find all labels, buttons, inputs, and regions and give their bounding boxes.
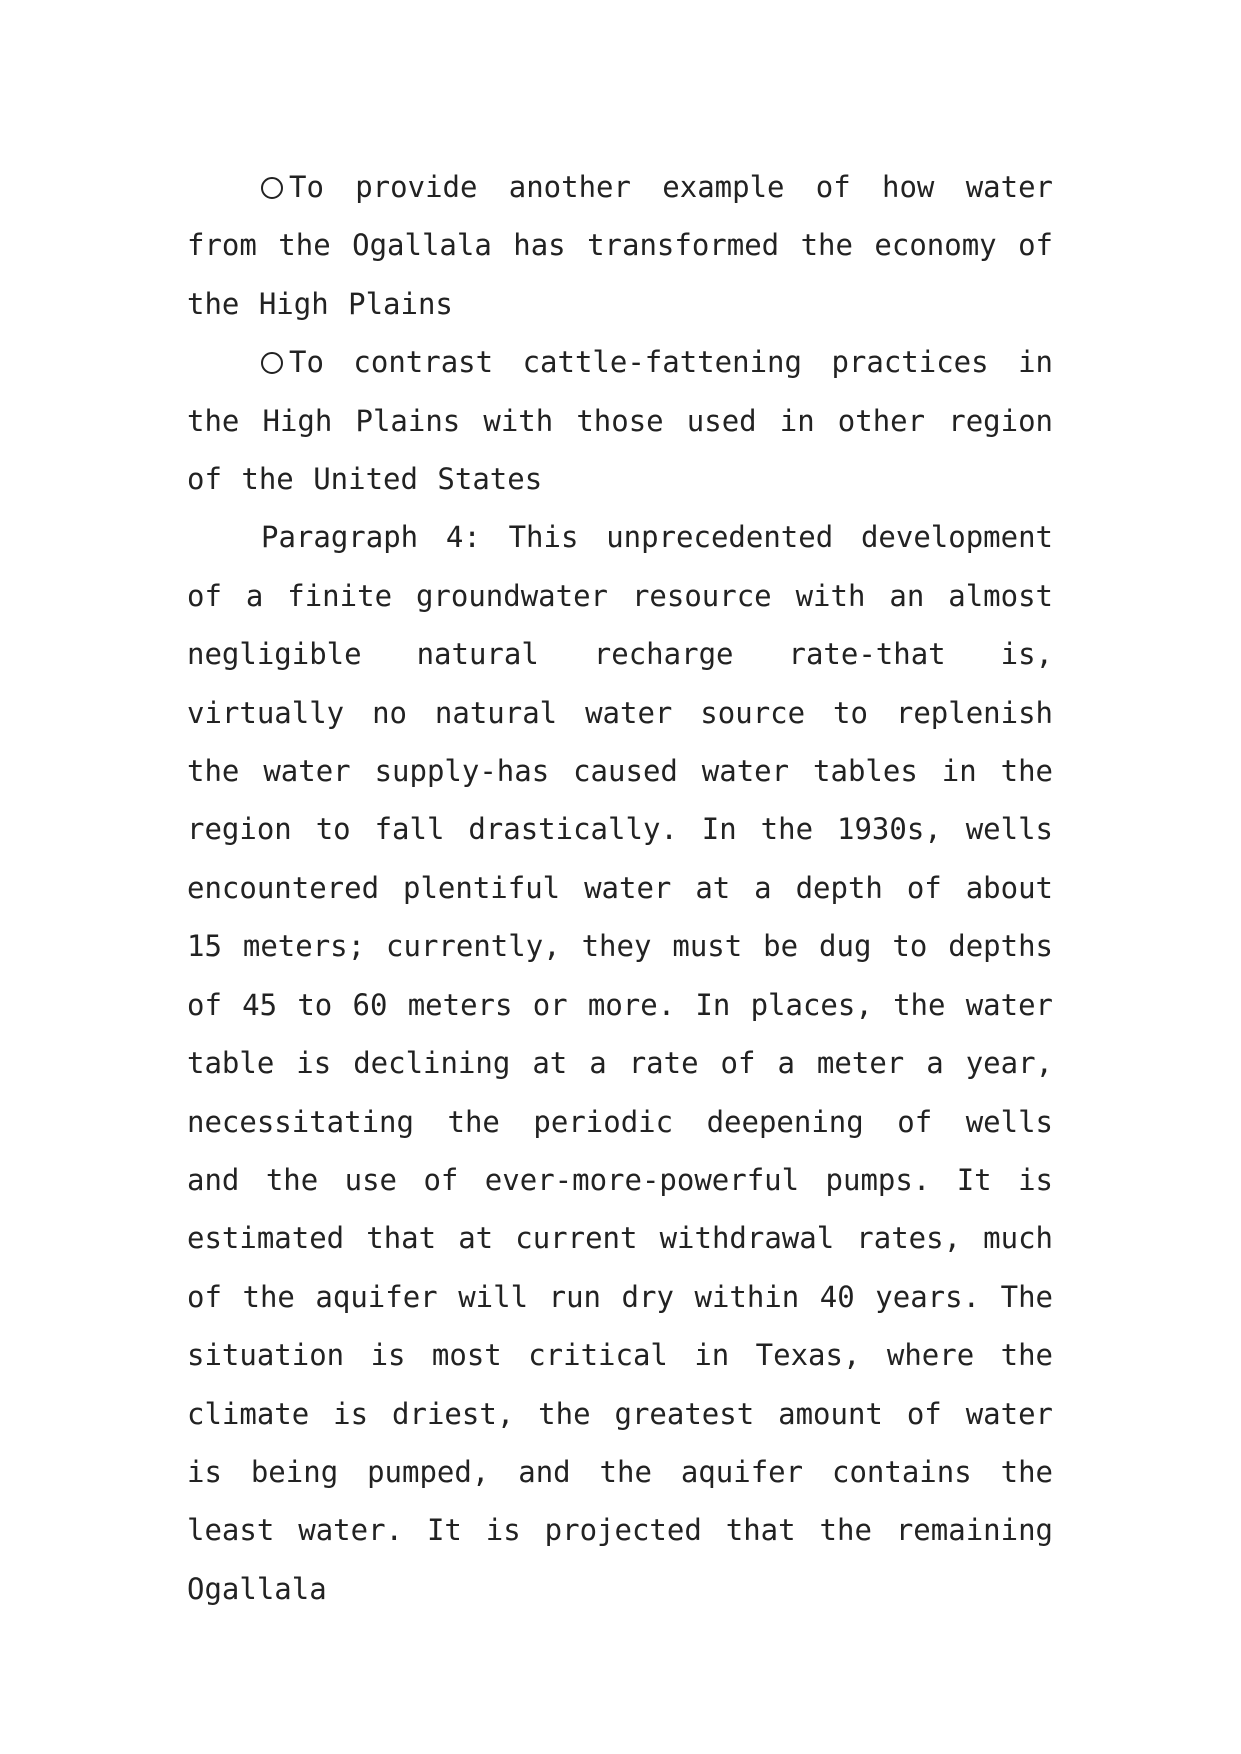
text-block [187, 158, 1053, 1618]
answer-option-1[interactable] [187, 158, 1053, 333]
answer-option-2-text: To contrast cattle-fattening practices in the High Plains with those used in other region of the United States [187, 345, 1053, 497]
radio-circle-icon[interactable] [261, 177, 283, 199]
radio-circle-icon[interactable] [261, 352, 283, 374]
answer-option-1-text: To provide another example of how water from the Ogallala has transformed the economy of the High Plains [187, 170, 1053, 321]
paragraph-4: Paragraph 4: This unprecedented development of a finite groundwater resource with an almost negligible natural recharge rate-that is, virtually no natural water source to replenish the water supply-has caused water tables in the region to fall drastically. In the 1930s, wells encountered plentiful water at a depth of about 15 meters; currently, they must be dug to depths of 45 to 60 meters or more. In places, the water table is declining at a rate of a meter a year, necessitating the periodic deepening of wells and the use of ever-more-powerful pumps. It is estimated that at current withdrawal rates, much of the aquifer will run dry within 40 years. The situation is most critical in Texas, where the climate is driest, the greatest amount of water is being pumped, and the aquifer contains the least water. It is projected that the remaining Ogallala [187, 520, 1053, 1606]
answer-option-2[interactable] [187, 333, 1053, 508]
